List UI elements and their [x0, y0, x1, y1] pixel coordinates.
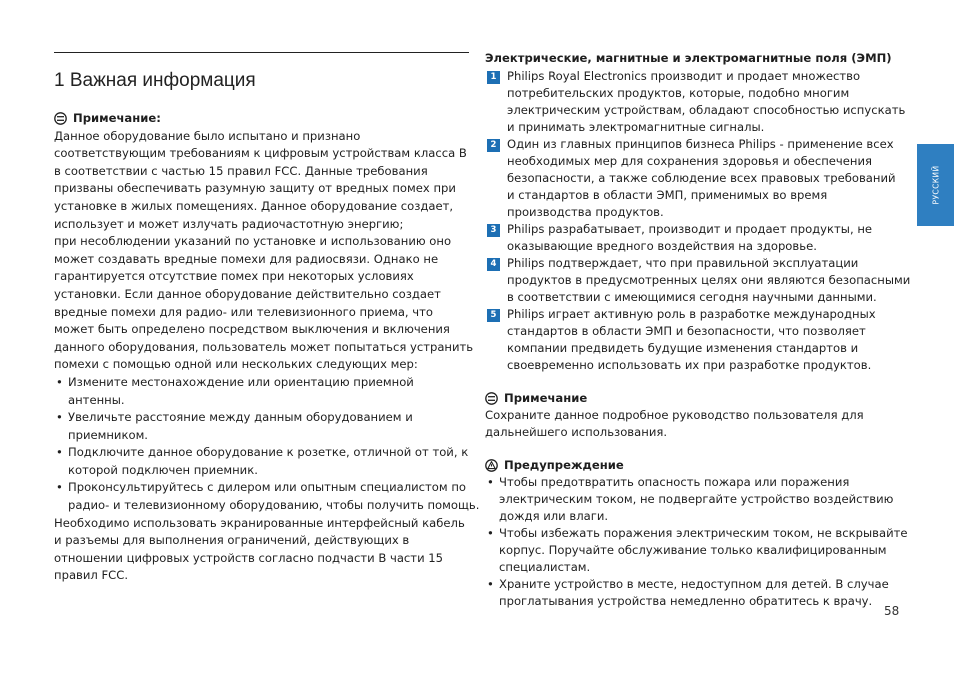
page-heading: 1 Важная информация: [54, 70, 256, 91]
warning-header: [485, 457, 905, 474]
left-column: [54, 110, 480, 585]
item-number: 2: [487, 139, 500, 152]
numbered-item: [485, 68, 905, 136]
note-icon: [54, 112, 67, 125]
numbered-item: [485, 306, 905, 374]
warning-icon: [485, 459, 498, 472]
paragraph-line: при несоблюдении указаний по установке и использованию оно: [54, 234, 452, 249]
note-title: Примечание:: [73, 111, 161, 125]
spacer: [485, 441, 905, 457]
item-line: и стандартов в области ЭМП, применимых во время: [507, 188, 828, 202]
list-item-line: радио- и телевизионному оборудованию, чтобы получить помощь.: [68, 498, 480, 513]
paragraph-line: может создавать вредные помехи для радиосвязи. Однако не: [54, 251, 439, 266]
paragraph-line: может быть определено посредством выключения и включения: [54, 322, 450, 337]
note-icon: [485, 392, 498, 405]
paragraph-line: соответствующим требованиям к цифровым устройствам класса B: [54, 146, 467, 161]
paragraph-line: вредные помехи для радио- или телевизионного приема, что: [54, 304, 433, 319]
list-item-line: электрическим током, не подвергайте устройство воздействию: [499, 492, 894, 506]
item-line: компании предвидеть будущие изменения стандартов и: [507, 341, 859, 355]
closing-line: правил FCC.: [54, 568, 129, 583]
item-line: производства продуктов.: [507, 205, 664, 219]
item-number: 4: [487, 258, 500, 271]
item-line: Philips подтверждает, что при правильной эксплуатации: [507, 256, 859, 270]
item-line: продуктов в предусмотренных целях они являются безопасными: [507, 273, 911, 287]
list-item-line: которой подключен приемник.: [68, 462, 258, 477]
item-line: потребительских продуктов, которые, подобно многим: [507, 86, 850, 100]
item-line: в соответствии с имеющимися сегодня научными данными.: [507, 290, 877, 304]
numbered-item: [485, 221, 905, 255]
note-title: Примечание: [504, 391, 588, 405]
numbered-item: [485, 255, 911, 306]
item-line: стандартов в области ЭМП и безопасности, что позволяет: [507, 324, 866, 338]
item-line: Philips Royal Electronics производит и продает множество: [507, 69, 861, 83]
closing-paragraph: [54, 515, 469, 585]
top-rule: [54, 52, 469, 53]
language-tab: [917, 144, 954, 226]
list-item-line: • Увеличьте расстояние между данным оборудованием и: [68, 410, 413, 425]
list-item: [485, 474, 905, 525]
list-item-line: • Чтобы предотвратить опасность пожара или поражения: [499, 475, 850, 489]
item-number: 1: [487, 71, 500, 84]
note-line: дальнейшего использования.: [485, 425, 668, 439]
note-header: [485, 390, 905, 407]
spacer: [485, 374, 905, 390]
section-title: Электрические, магнитные и электромагнитные поля (ЭМП): [485, 51, 892, 65]
list-item-line: дождя или влаги.: [499, 509, 609, 523]
list-item: [485, 525, 908, 576]
page-number: 58: [884, 604, 900, 618]
item-line: своевременно использовать их при разработке продуктов.: [507, 358, 872, 372]
item-line: Philips играет активную роль в разработке международных: [507, 307, 876, 321]
paragraph-line: использует и может излучать радиочастотную энергию;: [54, 216, 404, 231]
item-line: оказывающие вредного воздействия на здоровье.: [507, 239, 817, 253]
item-line: и принимать электромагнитные сигналы.: [507, 120, 765, 134]
closing-line: Необходимо использовать экранированные интерфейсный кабель: [54, 515, 465, 530]
item-line: необходимых мер для сохранения здоровья и обеспечения: [507, 154, 873, 168]
list-item-line: • Подключите данное оборудование к розетке, отличной от той, к: [68, 445, 469, 460]
language-label: РУССКИЙ: [931, 165, 940, 205]
numbered-item: [485, 136, 905, 221]
closing-line: отношении цифровых устройств согласно подчасти B части 15: [54, 550, 444, 565]
paragraph-line: установки. Если данное оборудование действительно создает: [54, 286, 441, 301]
paragraph-line: данного оборудования, пользователь может попытаться устранить: [54, 339, 474, 354]
item-line: Один из главных принципов бизнеса Philips - применение всех: [507, 137, 894, 151]
list-item-line: специалистам.: [499, 560, 591, 574]
paragraph-line: помехи с помощью одной или нескольких следующих мер:: [54, 357, 418, 372]
list-item: [54, 479, 480, 514]
bullet-list: [54, 374, 480, 515]
list-item-line: корпус. Поручайте обслуживание только квалифицированным: [499, 543, 887, 557]
note-header: [54, 110, 469, 128]
list-item-line: • Проконсультируйтесь с дилером или опытным специалистом по: [68, 480, 466, 495]
list-item: [54, 374, 469, 409]
item-number: 3: [487, 224, 500, 237]
item-line: Philips разрабатывает, производит и продает продукты, не: [507, 222, 873, 236]
list-item: [485, 576, 905, 610]
list-item-line: проглатывания устройства немедленно обратитесь к врачу.: [499, 594, 873, 608]
list-item-line: • Храните устройство в месте, недоступном для детей. В случае: [499, 577, 889, 591]
paragraph-line: гарантируется отсутствие помех при некоторых условиях: [54, 269, 414, 284]
list-item-line: • Чтобы избежать поражения электрическим током, не вскрывайте: [499, 526, 908, 540]
note-line: Сохраните данное подробное руководство пользователя для: [485, 408, 864, 422]
list-item-line: приемником.: [68, 427, 148, 442]
item-line: безопасности, а также соблюдение всех правовых требований: [507, 171, 896, 185]
list-item-line: антенны.: [68, 392, 125, 407]
list-item: [54, 444, 469, 479]
list-item-line: • Измените местонахождение или ориентацию приемной: [68, 374, 414, 389]
paragraph-line: установке в жилых помещениях. Данное оборудование создает,: [54, 198, 454, 213]
list-item: [54, 409, 469, 444]
note-paragraph: [54, 128, 474, 374]
warning-title: Предупреждение: [504, 458, 624, 472]
right-column: [485, 50, 911, 610]
item-line: электрическим устройствам, обладают способностью испускать: [507, 103, 906, 117]
paragraph-line: призваны обеспечивать разумную защиту от вредных помех при: [54, 181, 456, 196]
paragraph-line: Данное оборудование было испытано и признано: [54, 128, 361, 143]
item-number: 5: [487, 309, 500, 322]
closing-line: и разъемы для выполнения ограничений, действующих в: [54, 533, 410, 548]
paragraph-line: в соответствии с частью 15 правил FCC. Данные требования: [54, 163, 428, 178]
